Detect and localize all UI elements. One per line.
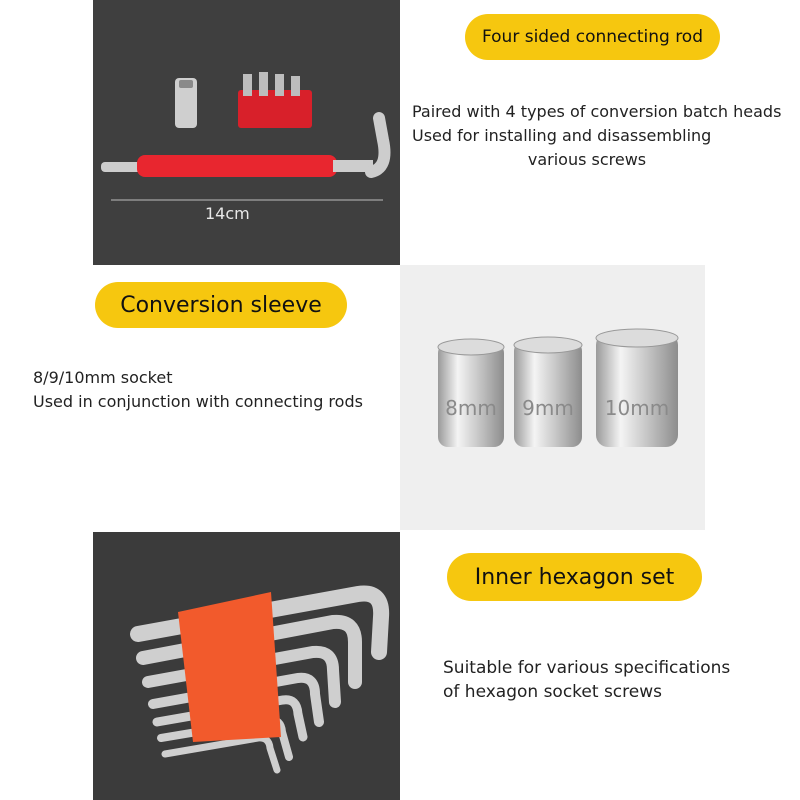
- hex-title-badge: Inner hexagon set: [447, 553, 702, 601]
- rod-description: [412, 100, 792, 172]
- socket-9mm: [514, 337, 582, 447]
- rod-photo-panel: [93, 0, 400, 265]
- hex-desc-line-1: Suitable for various specifications: [443, 658, 731, 678]
- socket-8mm: [438, 339, 504, 447]
- rod-desc-line-3: various screws: [527, 150, 647, 169]
- bit: [259, 72, 268, 96]
- connecting-rod-illustration: [93, 0, 400, 265]
- rod-title-badge: Four sided connecting rod: [465, 14, 720, 60]
- hex-key-set-illustration: [93, 532, 400, 800]
- bit: [243, 74, 252, 96]
- hex-photo-panel: [93, 532, 400, 800]
- sockets-illustration: [400, 265, 705, 530]
- measure-label: 14cm: [205, 204, 250, 223]
- socket-10mm: [596, 329, 678, 447]
- rod-red-handle: [137, 155, 337, 177]
- rod-shaft-end: [101, 162, 141, 172]
- sockets-photo-panel: [400, 265, 705, 530]
- sleeve-desc-line-2: Used in conjunction with connecting rods: [33, 392, 363, 411]
- sleeve-desc-line-1: 8/9/10mm socket: [33, 368, 173, 387]
- hex-description: [443, 656, 730, 704]
- socket-8mm-label: 8mm: [445, 396, 497, 420]
- sleeve-description: [33, 366, 363, 414]
- bit: [275, 74, 284, 96]
- sleeve-title-badge: Conversion sleeve: [95, 282, 347, 328]
- bit: [291, 76, 300, 96]
- socket-10mm-label: 10mm: [604, 396, 670, 420]
- rod-desc-line-1: Paired with 4 types of conversion batch heads: [412, 102, 782, 121]
- rod-elbow: [371, 118, 385, 172]
- rod-desc-line-2: Used for installing and disassembling: [412, 126, 712, 145]
- socket-9mm-label: 9mm: [522, 396, 574, 420]
- orange-holder: [178, 592, 281, 742]
- hex-desc-line-2: of hexagon socket screws: [443, 682, 662, 702]
